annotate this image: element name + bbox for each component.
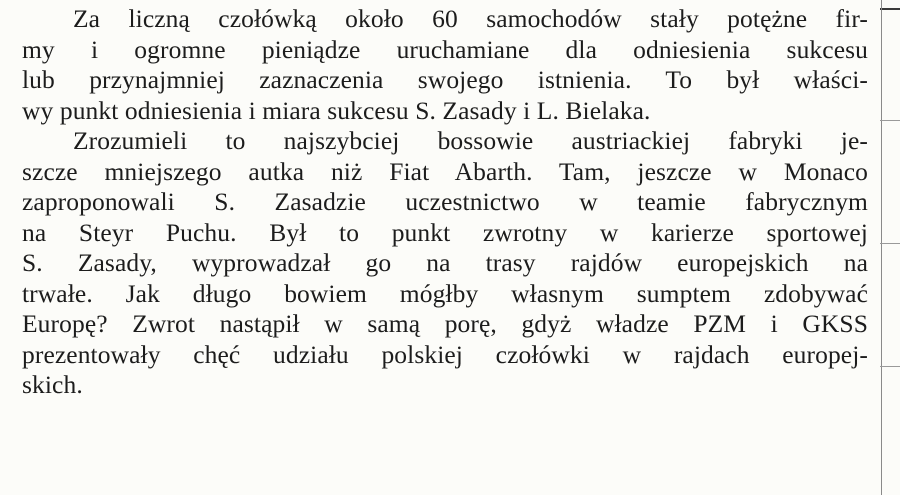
text-line: my i ogromne pieniądze uruchamiane dla odniesienia sukcesu (22, 34, 868, 64)
text-line: S. Zasady, wyprowadzał go na trasy rajdów europejskich na (22, 248, 868, 277)
text-line: prezentowały chęć udziału polskiej czołówki w rajdach europej- (22, 339, 868, 369)
text-line: zaproponowali S. Zasadzie uczestnictwo w teamie fabrycznym (22, 187, 868, 216)
text-line: wy punkt odniesienia i miara sukcesu S. Zasady i L. Bielaka. (22, 95, 651, 125)
text-line: Za liczną czołówką około 60 samochodów stały potężne fir- (73, 4, 868, 33)
article-text (22, 4, 868, 401)
text-line: Europę? Zwrot nastąpił w samą porę, gdyż władze PZM i GKSS (22, 309, 868, 338)
paragraph-2 (22, 126, 868, 401)
text-line: trwałe. Jak długo bowiem mógłby własnym sumptem zdobywać (22, 278, 868, 308)
text-line: szcze mniejszego autka niż Fiat Abarth. Tam, jeszcze w Monaco (22, 156, 868, 186)
margin-tick (880, 243, 900, 244)
margin-top-rule (880, 8, 900, 10)
text-line: na Steyr Puchu. Był to punkt zwrotny w karierze sportowej (22, 217, 868, 247)
margin-tick (880, 366, 900, 367)
text-line: Zrozumieli to najszybciej bossowie austriackiej fabryki je- (73, 126, 868, 155)
paragraph-1 (22, 4, 868, 126)
margin-tick (880, 120, 900, 121)
text-line: skich. (22, 370, 83, 399)
margin-vertical-rule (881, 0, 882, 495)
text-line: lub przynajmniej zaznaczenia swojego istnienia. To był właści- (22, 65, 868, 94)
